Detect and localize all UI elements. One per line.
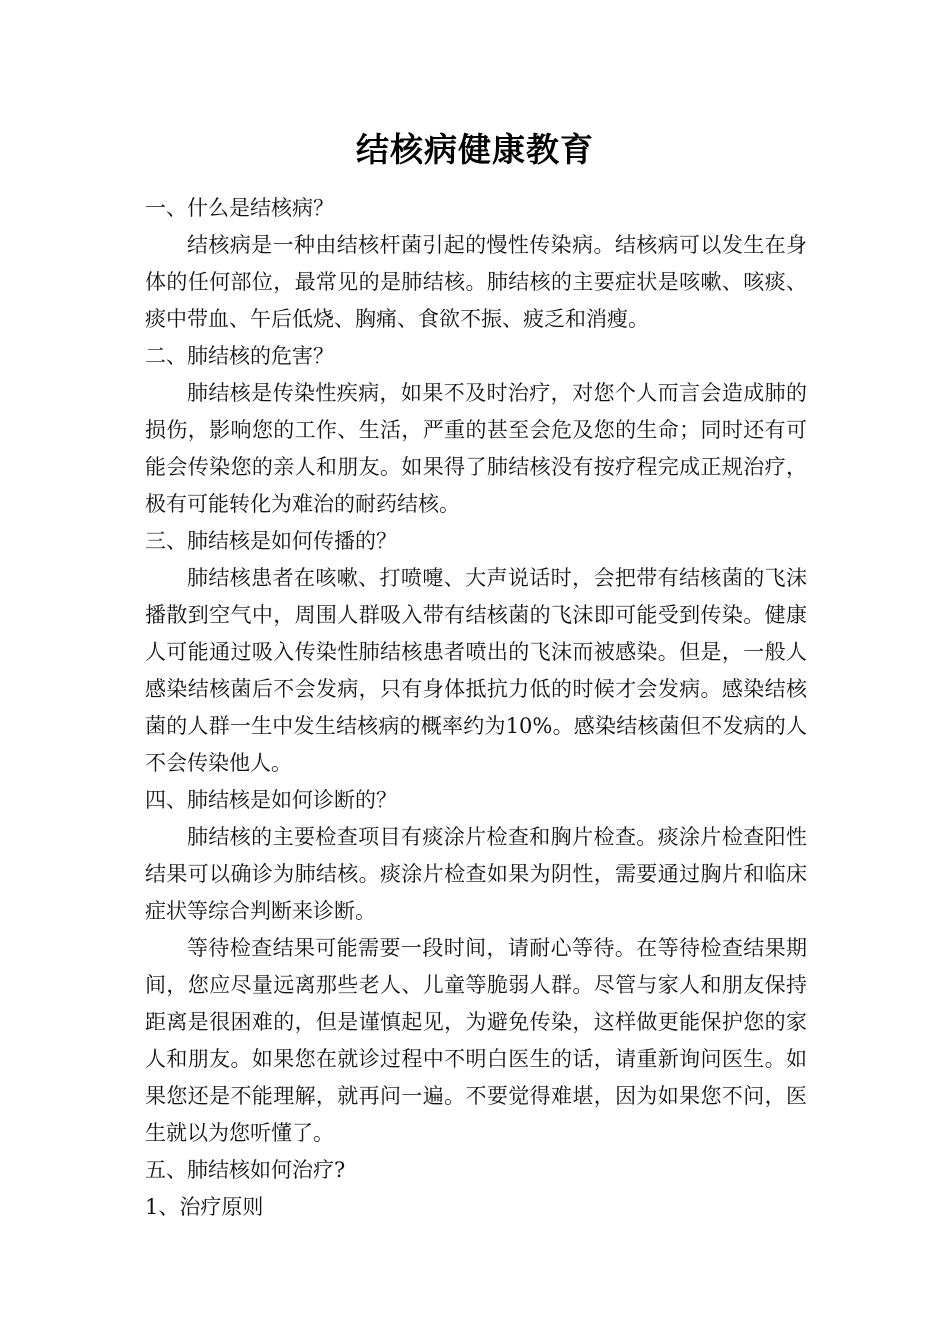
section-heading-1: 一、什么是结核病？: [145, 196, 334, 220]
paragraph-what-is-tb: 结核病是一种由结核杆菌引起的慢性传染病。结核病可以发生在身体的任何部位，最常见的是肺结核。肺结核的主要症状是咳嗽、咳痰、痰中带血、午后低烧、胸痛、食欲不振、疲乏和消瘦。: [145, 233, 807, 331]
section-heading-2: 二、肺结核的危害？: [145, 344, 334, 368]
section-heading-3: 三、肺结核是如何传播的？: [145, 529, 397, 553]
document-body: [145, 190, 807, 1226]
subsection-heading-treatment-principles: 1、治疗原则: [145, 1195, 264, 1219]
document-title: 结核病健康教育: [356, 130, 594, 169]
paragraph-tb-diagnosis: 肺结核的主要检查项目有痰涂片检查和胸片检查。痰涂片检查阳性结果可以确诊为肺结核。痰涂片检查如果为阴性，需要通过胸片和临床症状等综合判断来诊断。: [145, 825, 807, 923]
paragraph-waiting-results: 等待检查结果可能需要一段时间，请耐心等待。在等待检查结果期间，您应尽量远离那些老人、儿童等脆弱人群。尽管与家人和朋友保持距离是很困难的，但是谨慎起见，为避免传染，这样做更能保护您的家人和朋友。如果您在就诊过程中不明白医生的话，请重新询问医生。如果您还是不能理解，就再问一遍。不要觉得难堪，因为如果您不问，医生就以为您听懂了。: [145, 936, 807, 1145]
section-heading-4: 四、肺结核是如何诊断的？: [145, 788, 397, 812]
section-heading-5: 五、肺结核如何治疗?: [145, 1158, 346, 1182]
paragraph-tb-harm: 肺结核是传染性疾病，如果不及时治疗，对您个人而言会造成肺的损伤，影响您的工作、生活，严重的甚至会危及您的生命；同时还有可能会传染您的亲人和朋友。如果得了肺结核没有按疗程完成正规治疗，极有可能转化为难治的耐药结核。: [145, 381, 807, 516]
paragraph-tb-transmission: 肺结核患者在咳嗽、打喷嚏、大声说话时，会把带有结核菌的飞沫播散到空气中，周围人群吸入带有结核菌的飞沫即可能受到传染。健康人可能通过吸入传染性肺结核患者喷出的飞沫而被感染。但是，一般人感染结核菌后不会发病，只有身体抵抗力低的时候才会发病。感染结核菌的人群一生中发生结核病的概率约为10%。感染结核菌但不发病的人不会传染他人。: [145, 566, 807, 775]
